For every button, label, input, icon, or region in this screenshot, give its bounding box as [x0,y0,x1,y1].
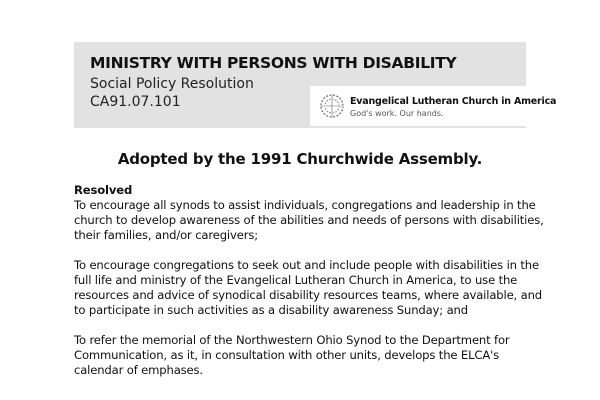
document-title: MINISTRY WITH PERSONS WITH DISABILITY [90,54,457,72]
resolution-paragraph: To encourage congregations to seek out and include people with disabilities in the full life and ministry of the Evangelical Lutheran Church in America, to use the resources and advice of synodical disability resources teams, where available, and to participate in such activities as a disability awareness Sunday; and [74,258,542,317]
resolved-heading: Resolved [74,183,133,197]
cross-emblem-icon [320,93,344,119]
document-subtitle: Social Policy Resolution [90,76,254,92]
resolution-body [74,183,544,393]
adoption-heading: Adopted by the 1991 Churchwide Assembly. [117,150,483,168]
logo-name: Evangelical Lutheran Church in America [350,96,557,107]
resolution-paragraph: To refer the memorial of the Northwestern Ohio Synod to the Department for Communication, as it, in consultation with other units, develops the ELCA's calendar of emphases. [74,333,510,377]
resolution-paragraph: To encourage all synods to assist individuals, congregations and leadership in the church to develop awareness of the abilities and needs of persons with disabilities, their families, and/or caregivers; [74,198,544,242]
elca-logo [310,86,557,126]
document-header [74,42,557,128]
logo-tagline: God's work. Our hands. [350,109,444,118]
document-code: CA91.07.101 [90,94,181,110]
